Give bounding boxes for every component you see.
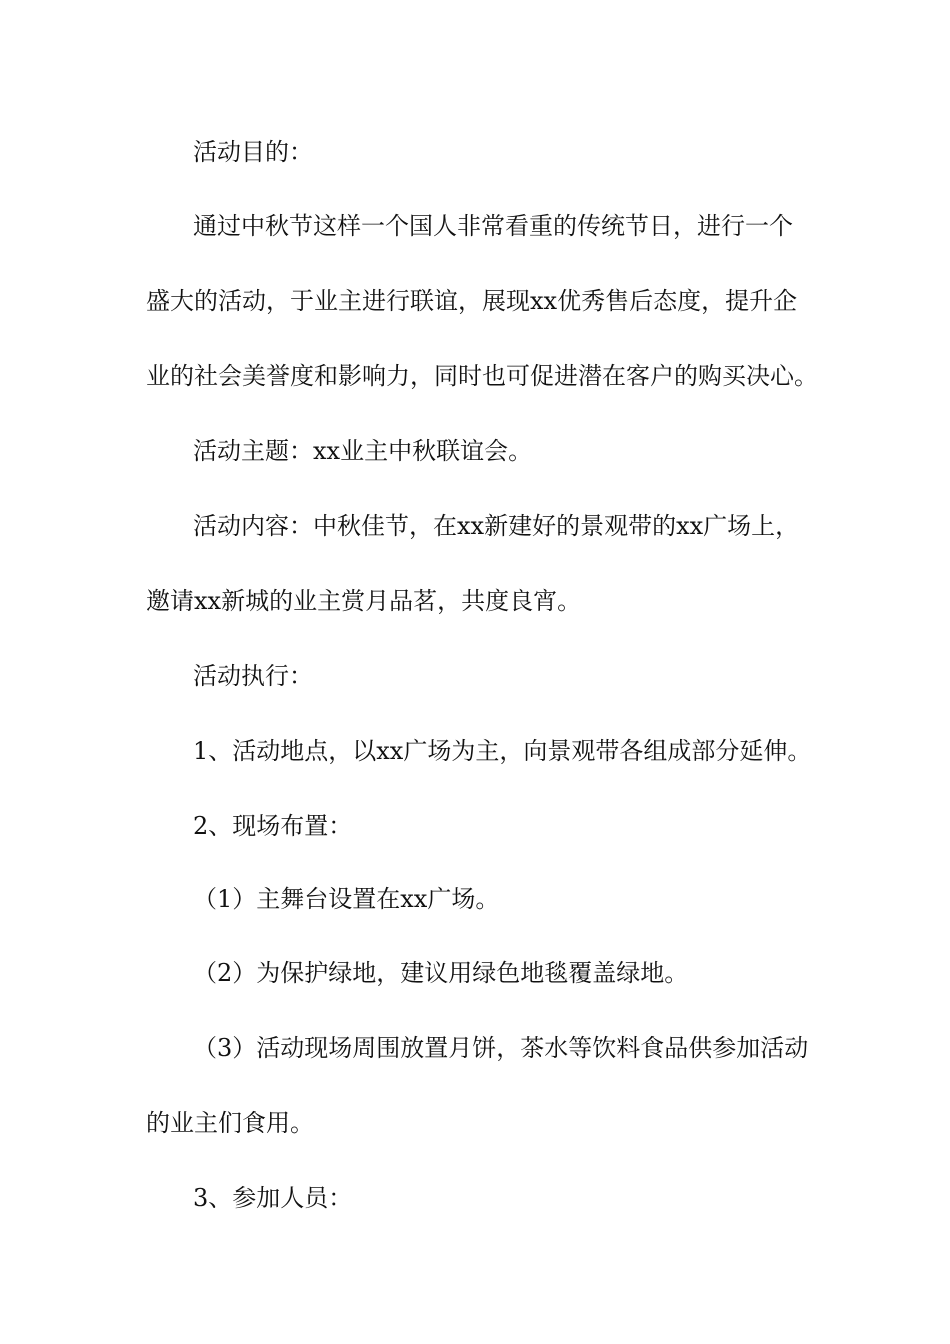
paragraph-line: 通过中秋节这样一个国人非常看重的传统节日，进行一个 <box>193 212 793 240</box>
sub-item-refreshments: （3）活动现场周围放置月饼，茶水等饮料食品供参加活动 <box>193 1034 809 1062</box>
paragraph-line: 盛大的活动，于业主进行联谊，展现xx优秀售后态度，提升企 <box>146 287 798 315</box>
list-item-venue-setup: 2、现场布置： <box>193 812 353 840</box>
list-item-location: 1、活动地点，以xx广场为主，向景观带各组成部分延伸。 <box>193 737 812 765</box>
sub-item-green-carpet: （2）为保护绿地，建议用绿色地毯覆盖绿地。 <box>193 959 689 987</box>
sub-item-main-stage: （1）主舞台设置在xx广场。 <box>193 885 500 913</box>
heading-activity-purpose: 活动目的： <box>193 138 313 166</box>
activity-content-line: 邀请xx新城的业主赏月品茗，共度良宵。 <box>146 587 582 615</box>
activity-theme: 活动主题：xx业主中秋联谊会。 <box>193 437 533 465</box>
activity-content-line: 活动内容：中秋佳节，在xx新建好的景观带的xx广场上， <box>193 512 800 540</box>
list-item-participants: 3、参加人员： <box>193 1184 353 1212</box>
paragraph-line: 业的社会美誉度和影响力，同时也可促进潜在客户的购买决心。 <box>146 362 818 390</box>
sub-item-refreshments-cont: 的业主们食用。 <box>146 1109 314 1137</box>
heading-activity-execution: 活动执行： <box>193 662 313 690</box>
